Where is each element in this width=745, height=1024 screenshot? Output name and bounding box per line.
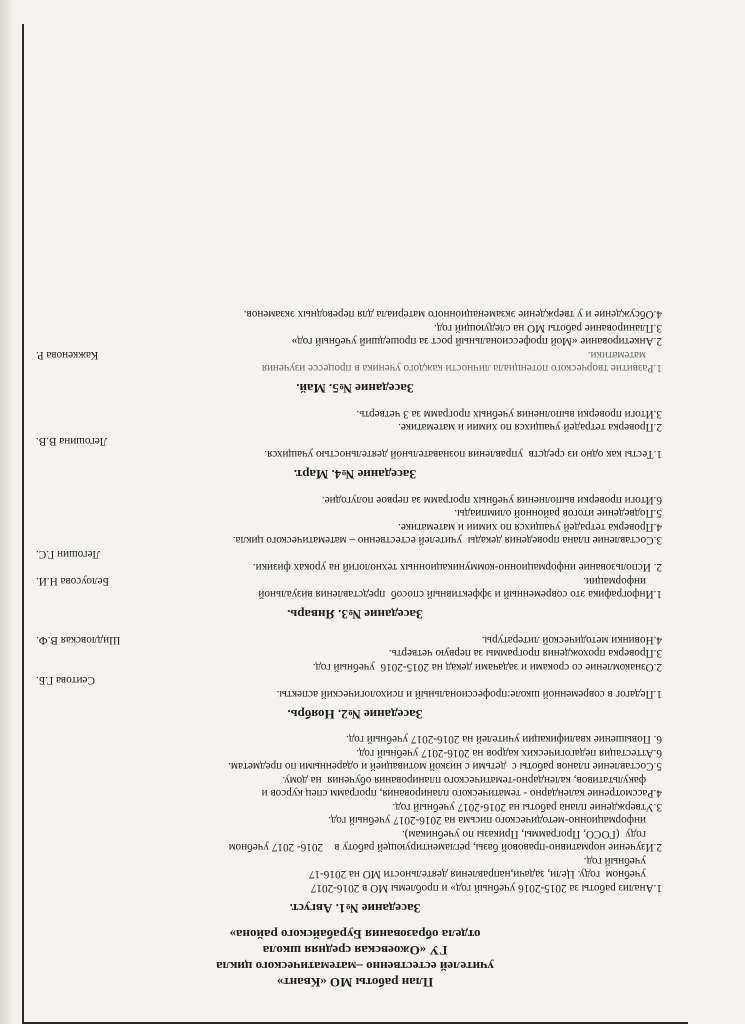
meeting-item: 3.Итоги проверки выполнения учебных программ за 3 четверть. [356,408,662,420]
responsible-person: Белоусова Н.И. [36,575,109,587]
responsible-person: Кажкенова Р. [36,349,99,361]
meeting-1 [30,732,680,916]
meeting-heading: Заседание №3. Январь. [287,607,423,623]
meeting-item: 2.Анкетирование «Мой профессиональный рост за прошедший учебный год» [291,335,662,348]
title-block [30,926,680,990]
meeting-item: 2.Проверка тетрадей учащихся по химии и математике. [398,421,662,434]
title-line-1: План работы МО «Квант» [276,975,434,990]
meeting-item: 5.Составление планов работы с детьми с низкой мотивацией и одаренными по предметам. [228,760,662,773]
meeting-item: 1.Анализ работы за 2015-2016 учебный год» и проблемы МО в 2016-2017 [310,882,662,894]
meeting-item: 4.Проверка тетрадей учащихся по химии и математике. [398,521,662,533]
meeting-item: 5.Подведение итогов районной олимпиады. [454,507,662,520]
meeting-item: 3.Проверка прохождения программы за первую четверть. [388,647,662,660]
responsible-person: Легошин Г.С. [36,548,101,560]
title-line-3: ГУ «Ожоевская средняя школа [262,943,448,958]
meeting-item: 3.Составление плана проведения декады учителей естественно – математического цикла. [232,534,662,547]
meeting-item: 1.Педагог в современной школе:профессиональный и психологический аспекты. [276,688,662,700]
title-line-2: учителей естественно –математического цикла [216,959,494,974]
meeting-heading: Заседание №5. Май. [296,381,414,397]
meeting-item: математики. [587,349,646,361]
meeting-item: году (ГОСО, Программы, Приказы по учебникам). [401,828,646,840]
meeting-item: 1.Развитие творческого потенциала личности каждого ученика в процессе изучения [261,362,662,375]
meeting-item: 3.Утверждение плана работы на 2016-2017 учебный год. [392,801,662,813]
scan-edge-shadow [0,0,14,1024]
item-with-responsible [30,574,680,588]
meeting-item: факультативов, календарно-тематического планирования обучения на дому. [282,774,646,786]
item-with-responsible [30,633,680,647]
meeting-item: 1.Тесты как одно из средств управления познавательной деятельностью учащихся. [264,448,662,461]
meeting-heading: Заседание №4. Март. [293,467,417,483]
meeting-item: 6.Аттестация педагогических кадров на 2016-2017 учебный год. [356,747,662,759]
meeting-item: 4.Обсуждение и у тверждение экзаменационного материала для переводных экзаменов. [243,308,662,321]
meeting-item: 1.Инфографика это современный и эффективный способ представления визуальной [258,588,662,601]
responsible-person: Легошина В.В. [36,435,108,447]
meeting-item: 2.Ознакомление со сроками и задачами декад на 2015-2016 учебный год. [312,661,662,673]
meeting-heading: Заседание №1. Август. [289,901,421,916]
meeting-item: 6.Итоги проверки выполнения учебных программ за первое полугодие. [321,494,662,506]
responsible-person: Сеитова Г.Б. [36,674,96,687]
item-with-responsible [30,348,680,362]
meeting-heading: Заседание №2. Ноябрь. [287,707,423,722]
meeting-item: учебный год. [583,855,646,867]
meeting-2 [30,633,680,723]
title-line-4: отдела образования Бурабайского района» [229,927,481,942]
meeting-5 [30,307,680,397]
meeting-item: 6. Повышение квалификации учителей на 2016-2017 учебный год. [345,733,662,746]
meeting-item: информации. [583,575,646,587]
meeting-item: 3.Планирование работы МО на следующий год. [434,322,662,334]
meeting-item: 2.Изучение нормативно-правовой базы, регламентирующей работу в 2016- 2017 учебном [228,841,662,854]
meeting-3 [30,493,680,623]
meeting-item: 4.Новинки методической литературы. [481,634,662,646]
meeting-item: информационно-методического письма на 2016-2017 учебный год. [328,814,646,827]
responsible-person: Шидловская В.Ф. [36,634,121,646]
meeting-item: 2. Использование информационно-коммуникационных технологий на уроках физики. [252,561,662,574]
document-page-rotated [30,80,680,1000]
meeting-4 [30,407,680,483]
meeting-item: 4.Рассмотрение календарно - тематического планирования, программ спец курсов и [261,787,662,800]
meeting-item: учебном году. Цели, задачи,направления деятельности МО на 2016-17 [308,868,646,881]
